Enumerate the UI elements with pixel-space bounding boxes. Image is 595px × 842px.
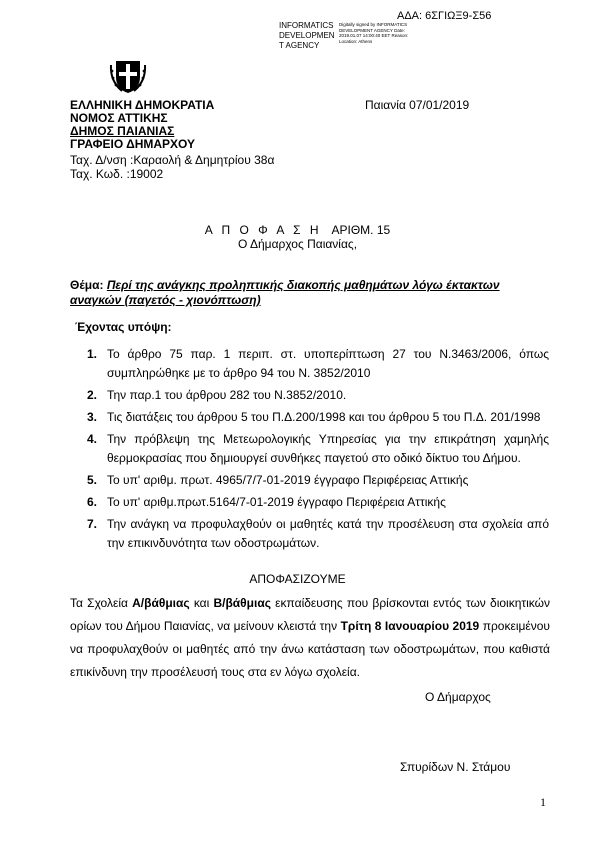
closure-date: Τρίτη 8 Ιανουαρίου 2019 — [340, 619, 480, 633]
considering-heading: Έχοντας υπόψη: — [75, 320, 172, 334]
ada-code: ΑΔΑ: 6ΣΓΙΩΞ9-Σ56 — [397, 10, 492, 22]
signature-details: Digitally signed by INFORMATICS DEVELOPMENT AGENCY Date: 2019.01.07 14:00:40 EET Reason: Location: Athens — [339, 22, 409, 44]
list-item: 1. Το άρθρο 75 παρ. 1 περιπ. στ. υποπερίπτωση 27 του Ν.3463/2006, όπως συμπληρώθηκε με το άρθρο 94 του Ν. 3852/2010 — [87, 347, 549, 380]
header-prefecture: ΝΟΜΟΣ ΑΤΤΙΚΗΣ — [70, 111, 168, 125]
list-item: 3. Τις διατάξεις του άρθρου 5 του Π.Δ.200/1998 και του άρθρου 5 του Π.Δ. 201/1998 — [87, 410, 541, 424]
list-item: 6. Το υπ' αριθμ.πρωτ.5164/7-01-2019 έγγραφο Περιφέρεια Αττικής — [87, 495, 446, 509]
decide-heading: ΑΠΟΦΑΣΙΖΟΥΜΕ — [249, 572, 346, 586]
list-item: 5. Το υπ' αριθμ. πρωτ. 4965/7/7-01-2019 έγγραφο Περιφέρειας Αττικής — [87, 473, 469, 487]
primary-school-label: Α/βάθμιας — [132, 596, 190, 610]
subject — [70, 278, 530, 308]
decision-number: ΑΡΙΘΜ. 15 — [331, 223, 391, 237]
page-number: 1 — [540, 795, 546, 809]
list-item: 2. Την παρ.1 του άρθρου 282 του Ν.3852/2010. — [87, 388, 347, 402]
signature-org: INFORMATICS DEVELOPMEN T AGENCY — [279, 21, 335, 50]
header-municipality: ΔΗΜΟΣ ΠΑΙΑΝΙΑΣ — [70, 124, 175, 138]
document-date: Παιανία 07/01/2019 — [365, 98, 470, 112]
considerations-list — [87, 345, 549, 556]
list-item: 4. Την πρόβλεψη της Μετεωρολογικής Υπηρεσίας για την επικράτηση χαμηλής θερμοκρασίας που δημιουργεί συνθήκες παγετού στο οδικό δίκτυο του Δήμου. — [87, 432, 549, 465]
mayor-title: Ο Δήμαρχος — [425, 690, 491, 704]
mayor-name: Σπυρίδων Ν. Στάμου — [400, 760, 511, 774]
decision-body: Τα Σχολεία Α/βάθμιας και Β/βάθμιας εκπαίδευσης που βρίσκονται εντός των διοικητικών ορίων του Δήμου Παιανίας, να μείνουν κλειστά την Τρίτη 8 Ιανουαρίου 2019 προκειμένου να προφυλαχθούν οι μαθητές από την άνω κατάσταση των οδοστρωμάτων, που καθιστά επικίνδυνη την προσέλευσή τους στα εν λόγω σχολεία. — [70, 596, 550, 679]
decision-label: Α Π Ο Φ Α Σ Η — [204, 223, 322, 237]
decision-title — [0, 223, 595, 237]
header-office: ΓΡΑΦΕΙΟ ΔΗΜΑΡΧΟΥ — [70, 137, 196, 151]
header-republic: ΕΛΛΗΝΙΚΗ ΔΗΜΟΚΡΑΤΙΑ — [70, 98, 215, 112]
secondary-school-label: Β/βάθμιας — [213, 596, 271, 610]
decision-subtitle: Ο Δήμαρχος Παιανίας, — [237, 237, 358, 251]
subject-label: Θέμα: — [70, 278, 104, 292]
greek-coat-of-arms-icon — [108, 55, 148, 95]
header-address: Ταχ. Δ/νση :Καραολή & Δημητρίου 38α — [70, 153, 275, 167]
subject-text: Περί της ανάγκης προληπτικής διακοπής μαθημάτων λόγω έκτακτων αναγκών (παγετός - χιονόπτωση) — [70, 278, 500, 307]
list-item: 7. Την ανάγκη να προφυλαχθούν οι μαθητές κατά την προσέλευση στα σχολεία από την επικινδυνότητα των οδοστρωμάτων. — [87, 517, 549, 550]
header-postcode: Ταχ. Κωδ. :19002 — [70, 167, 164, 181]
